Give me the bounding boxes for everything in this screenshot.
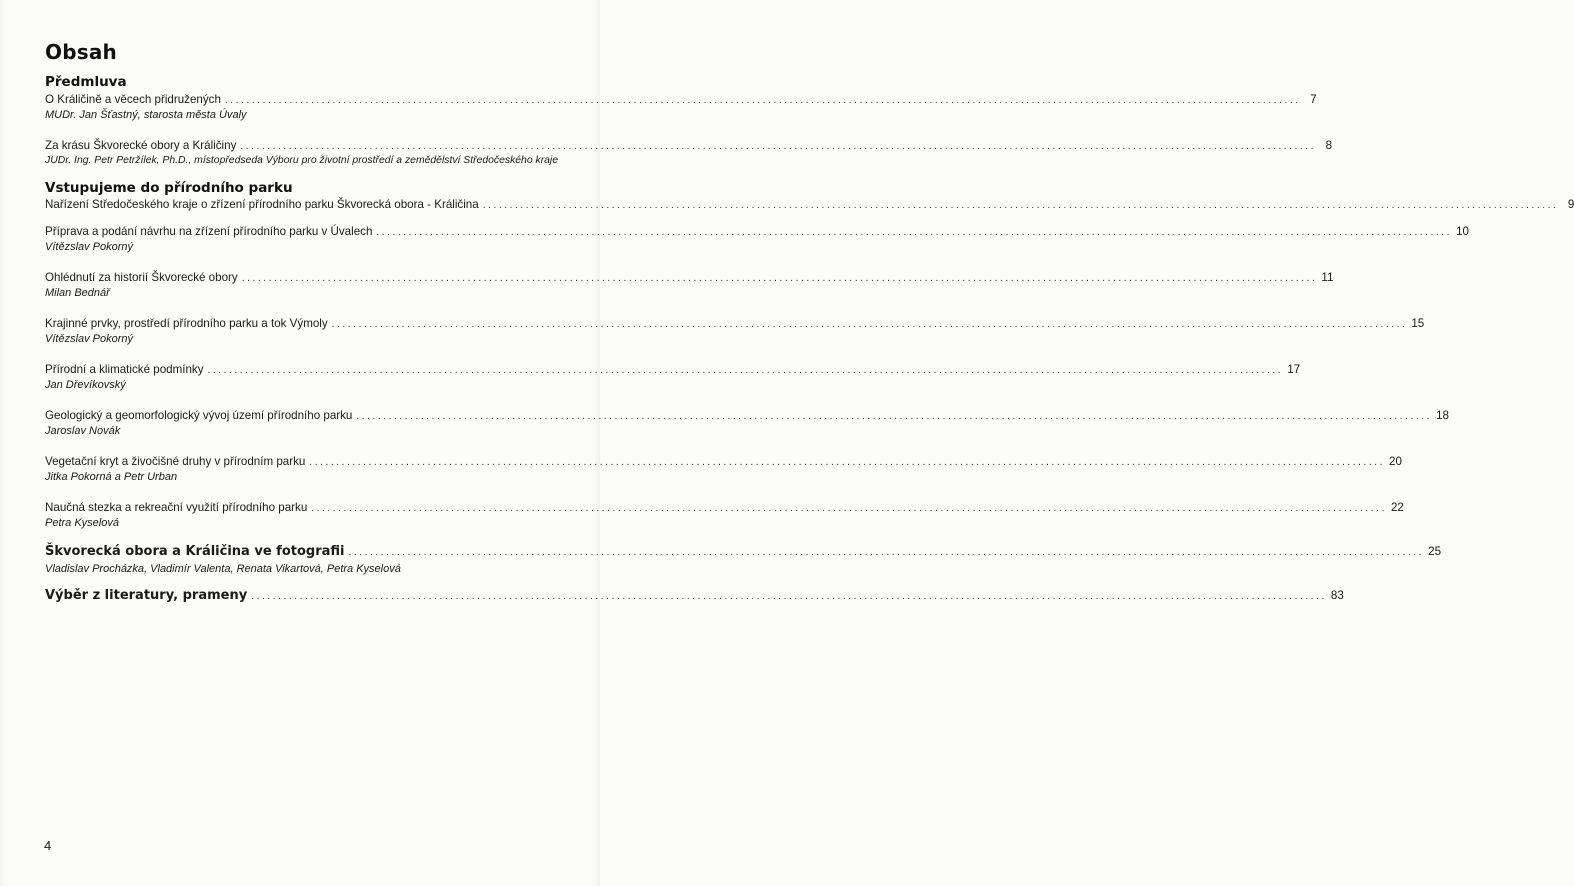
entry-title: Příprava a podání návrhu na zřízení přírodního parku v Úvalech [45, 225, 373, 238]
dot-leader: ........................................................................................................................................................................................................ [224, 95, 1301, 106]
table-of-contents [45, 74, 1574, 604]
entry-author: Jitka Pokorná a Petr Urban [45, 471, 178, 483]
dot-leader: ........................................................................................................................................................................................................ [311, 503, 1387, 514]
dot-leader: ........................................................................................................................................................................................................ [240, 141, 1317, 152]
dot-leader: ........................................................................................................................................................................................................ [482, 200, 1559, 211]
entry-page: 22 [1390, 501, 1404, 514]
toc-entry [45, 92, 1317, 122]
page-number: 4 [44, 838, 52, 853]
dot-leader: ........................................................................................................................................................................................................ [331, 319, 1408, 330]
entry-page: 20 [1389, 455, 1402, 468]
dot-leader: ........................................................................................................................................................................................................ [348, 547, 1425, 558]
toc-entry-photo [45, 544, 1442, 576]
entry-title: Geologický a geomorfologický vývoj území přírodního parku [45, 409, 353, 422]
entry-author: Petra Kyselová [45, 517, 119, 529]
toc-entry [45, 197, 1574, 213]
dot-leader: ........................................................................................................................................................................................................ [251, 591, 1327, 602]
toc-entry [45, 500, 1404, 530]
page-title: Obsah [45, 40, 117, 64]
entry-author: Vladislav Procházka, Vladimír Valenta, Renata Vikartová, Petra Kyselová [45, 563, 401, 575]
entry-title: Škvorecká obora a Králičina ve fotografii [45, 544, 345, 559]
entry-page: 11 [1321, 271, 1334, 284]
entry-title: Výběr z literatury, prameny [45, 588, 248, 603]
dot-leader: ........................................................................................................................................................................................................ [356, 411, 1433, 422]
toc-entry [45, 408, 1449, 438]
toc-entry [45, 362, 1301, 392]
entry-page: 15 [1411, 317, 1425, 330]
section-heading-predmluva: Předmluva [45, 74, 127, 90]
entry-page: 18 [1436, 409, 1449, 422]
section-heading-vstupujeme: Vstupujeme do přírodního parku [45, 180, 293, 196]
toc-entry [45, 454, 1402, 484]
entry-page: 25 [1428, 545, 1442, 558]
entry-author: Jaroslav Novák [45, 425, 121, 437]
entry-title: O Králičině a věcech přidružených [45, 93, 221, 106]
entry-page: 10 [1456, 225, 1469, 238]
entry-author: Milan Bednář [45, 287, 110, 299]
toc-entry [45, 270, 1334, 300]
entry-author: JUDr. Ing. Petr Petržílek, Ph.D., místopředseda Výboru pro životní prostředí a zemědělství Středočeského kraje [45, 155, 559, 166]
dot-leader: ........................................................................................................................................................................................................ [241, 273, 1318, 284]
entry-page: 9 [1567, 198, 1574, 211]
entry-author: MUDr. Jan Šťastný, starosta města Úvaly [45, 109, 247, 121]
dot-leader: ........................................................................................................................................................................................................ [309, 457, 1386, 468]
toc-entry [45, 224, 1469, 254]
entry-page: 17 [1287, 363, 1301, 376]
toc-entry [45, 138, 1333, 168]
entry-title: Naučná stezka a rekreační využití přírodního parku [45, 501, 308, 514]
entry-title: Vegetační kryt a živočišné druhy v přírodním parku [45, 455, 306, 468]
entry-title: Krajinné prvky, prostředí přírodního parku a tok Výmoly [45, 317, 328, 330]
entry-page: 8 [1325, 139, 1333, 152]
entry-author: Vítězslav Pokorný [45, 333, 134, 345]
entry-page: 7 [1310, 93, 1317, 106]
toc-entry [45, 316, 1425, 346]
dot-leader: ........................................................................................................................................................................................................ [376, 227, 1453, 238]
entry-author: Vítězslav Pokorný [45, 241, 134, 253]
entry-title: Nařízení Středočeského kraje o zřízení přírodního parku Škvorecká obora - Králičina [45, 198, 479, 211]
entry-page: 83 [1330, 589, 1344, 602]
dot-leader: ........................................................................................................................................................................................................ [207, 365, 1284, 376]
entry-title: Za krásu Škvorecké obory a Králičiny [45, 139, 237, 152]
entry-author: Jan Dřevíkovský [45, 379, 126, 391]
entry-title: Ohlédnutí za historií Škvorecké obory [45, 271, 238, 284]
entry-title: Přírodní a klimatické podmínky [45, 363, 204, 376]
toc-entry-literature [45, 588, 1344, 604]
